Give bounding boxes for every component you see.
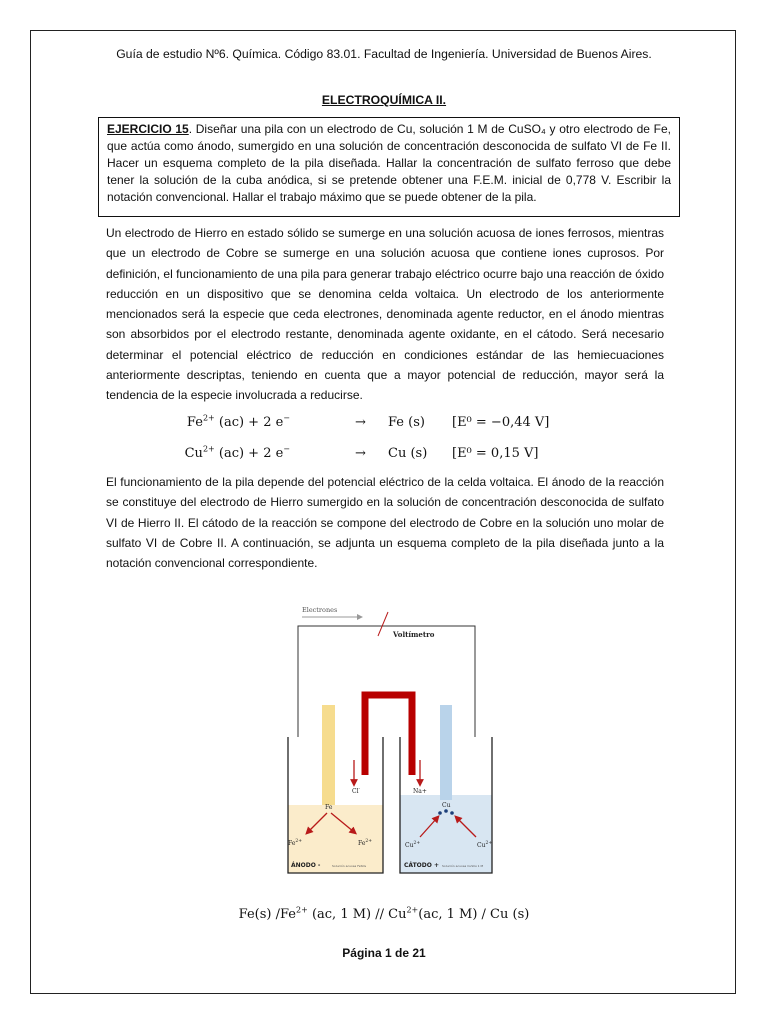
cu-ion-left: $Cu^{2+}$ [405, 841, 421, 849]
section-title: ELECTROQUÍMICA II. [321, 93, 447, 107]
anode-solution-label: Solución acuosa FeSO₄ [332, 864, 367, 868]
cu-atom [438, 811, 442, 815]
cathode-label: CÁTODO + [404, 862, 439, 869]
electrons-label: Electrones [302, 606, 338, 614]
exercise-text: . Diseñar una pila con un electrodo de Cu, solución 1 M de CuSO₄ y otro electrodo de Fe, que actúa como ánodo, sumergido en una solución de concentración desconocida de sulfato VI de Fe II. Hacer un esquema completo de la pila diseñada. Hallar la concentración de sulfato ferroso que debe tener la solución de la cuba anódica, si se pretende obtener una F.E.M. inicial de 0,778 V. Escribir la notación convencional. Hallar el trabajo máximo que se puede obtener de la pila. [107, 122, 672, 204]
cu-atom [450, 811, 454, 815]
galvanic-cell-diagram [270, 600, 500, 880]
exercise-box [98, 117, 680, 217]
equation-2-reactants: $Cu^{2+}$ (ac) + 2 e− [184, 444, 290, 461]
conventional-notation: Fe(s) $/Fe^{2+}$ (ac, 1 $M) // Cu^{2+}(ac$, 1 M) / Cu (s) [238, 905, 530, 922]
iron-electrode [322, 705, 335, 805]
cu-ion-right: $Cu^{2+}$ [477, 841, 493, 849]
copper-electrode [440, 705, 452, 800]
cu-label: Cu [442, 802, 451, 809]
exercise-label: EJERCICIO 15 [107, 122, 189, 136]
fe-ion-right: $Fe^{2+}$ [358, 839, 373, 847]
equation-1-arrow: → [355, 415, 366, 430]
page-total: 21 [412, 946, 426, 960]
fe-ion-left: $Fe^{2+}$ [288, 839, 303, 847]
cu-atom [444, 809, 448, 813]
page-header: Guía de estudio Nº6. Química. Código 83.01. Facultad de Ingeniería. Universidad de Buenos Aires. [116, 47, 652, 61]
page-footer: Página 1 de 21 [342, 946, 426, 960]
voltmeter-mark [378, 612, 388, 636]
paragraph-1: Un electrodo de Hierro en estado sólido se sumerge en una solución acuosa de iones ferrosos, mientras que un electrodo de Cobre se sumerge en una solución acuosa que contiene iones cuprosos. Por definición, el funcionamiento de una pila para generar trabajo eléctrico ocurre bajo una reacción de óxido reducción en un dispositivo que se denomina celda voltaica. Un electrodo de los anteriormente mencionados será la especie que ceda electrones, denominada agente reductor, en el ánodo mientras son absorbidos por el electrodo restante, denominada agente oxidante, en el cátodo. Será necesario determinar el potencial eléctrico de reducción en condiciones estándar de las hemiecuaciones anteriormente descriptas, teniendo en cuenta que a mayor potencial de reducción, mayor será la tendencia de la especie involucrada a reducirse. [106, 226, 664, 403]
salt-bridge [365, 695, 412, 775]
equation-1-reactants: $Fe^{2+}$ (ac) + 2 e− [186, 413, 290, 430]
equation-2-potential: [E⁰ = 0,15 V] [452, 446, 539, 461]
page-number: 1 [384, 946, 392, 960]
equation-2-product: Cu (s) [388, 446, 428, 461]
equation-1-product: Fe (s) [388, 415, 425, 430]
equation-2-arrow: → [355, 446, 366, 461]
voltmeter-label: Voltímetro [393, 630, 435, 639]
cation-label: Na+ [413, 788, 427, 795]
anion-label: Cl- [352, 787, 361, 795]
equation-1-potential: [E⁰ = −0,44 V] [452, 415, 550, 430]
anode-label: ÁNODO - [291, 862, 321, 869]
paragraph-2: El funcionamiento de la pila depende del potencial eléctrico de la celda voltaica. El ánodo de la reacción se constituye del electrodo de Hierro sumergido en la solución de concentración desconocida de sulfato VI de Hierro II. El cátodo de la reacción se compone del electrodo de Cobre en la solución uno molar de sulfato VI de Cobre II. A continuación, se adjunta un esquema completo de la pila diseñada junto a la notación convencional correspondiente. [106, 475, 664, 571]
cathode-solution-label: Solución acuosa CuSO₄ 1 M [442, 864, 484, 868]
fe-label: Fe [325, 804, 333, 811]
